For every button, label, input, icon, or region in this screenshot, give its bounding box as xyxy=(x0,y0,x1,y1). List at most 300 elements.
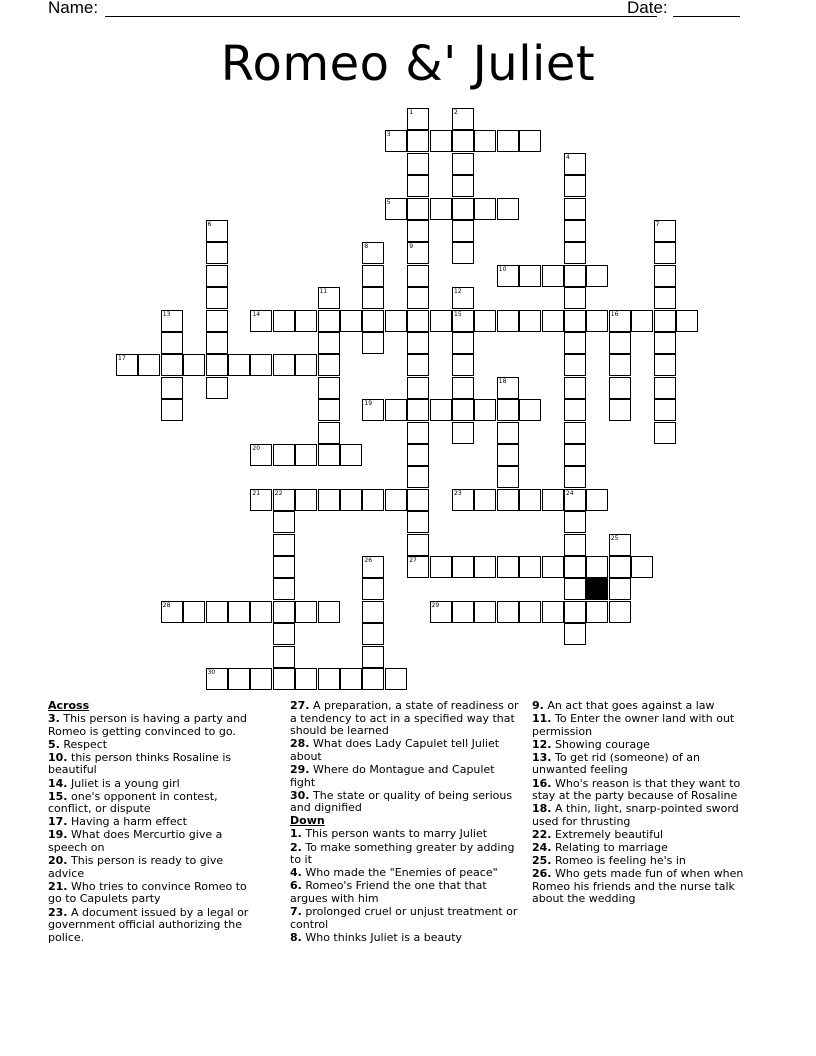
crossword-cell[interactable] xyxy=(430,198,452,220)
crossword-cell[interactable] xyxy=(407,153,429,175)
crossword-cell[interactable] xyxy=(519,556,541,578)
clue-item-number: 17. xyxy=(48,815,68,829)
crossword-cell[interactable] xyxy=(497,399,519,421)
crossword-cell[interactable] xyxy=(340,310,362,332)
crossword-cell[interactable] xyxy=(161,310,183,332)
clue-item-text: Juliet is a young girl xyxy=(71,776,180,790)
crossword-cell[interactable] xyxy=(228,668,250,690)
crossword-cell[interactable] xyxy=(564,377,586,399)
clue-number: 21 xyxy=(252,489,261,497)
crossword-cell[interactable] xyxy=(654,287,676,309)
crossword-cell[interactable] xyxy=(676,310,698,332)
crossword-cell[interactable] xyxy=(362,556,384,578)
crossword-cell[interactable] xyxy=(654,422,676,444)
crossword-cell[interactable] xyxy=(654,399,676,421)
crossword-cell[interactable] xyxy=(407,198,429,220)
crossword-cell[interactable] xyxy=(228,601,250,623)
crossword-cell[interactable] xyxy=(452,287,474,309)
crossword-cell[interactable] xyxy=(609,354,631,376)
clue-item-number: 29. xyxy=(290,762,310,776)
crossword-cell[interactable] xyxy=(497,265,519,287)
clue-item xyxy=(48,739,260,752)
clue-item-text: this person thinks Rosaline is beautiful xyxy=(48,750,232,777)
crossword-cell[interactable] xyxy=(407,399,429,421)
clue-item-text: Romeo is feeling he's in xyxy=(555,854,686,868)
crossword-cell[interactable] xyxy=(609,377,631,399)
crossword-cell[interactable] xyxy=(407,287,429,309)
crossword-cell[interactable] xyxy=(228,354,250,376)
crossword-cell[interactable] xyxy=(519,399,541,421)
clue-item-text: Who tries to convince Romeo to go to Capulets party xyxy=(48,879,247,906)
crossword-cell[interactable] xyxy=(362,668,384,690)
clue-item-number: 11. xyxy=(532,712,552,726)
crossword-cell[interactable] xyxy=(206,287,228,309)
crossword-cell[interactable] xyxy=(586,489,608,511)
crossword-cell[interactable] xyxy=(362,265,384,287)
crossword-cell[interactable] xyxy=(407,175,429,197)
crossword-cell[interactable] xyxy=(340,444,362,466)
crossword-cell[interactable] xyxy=(273,444,295,466)
crossword-cell[interactable] xyxy=(654,354,676,376)
clue-item-number: 5. xyxy=(48,737,60,751)
crossword-cell[interactable] xyxy=(452,175,474,197)
clue-number: 26 xyxy=(364,557,373,564)
crossword-cell[interactable] xyxy=(609,534,631,556)
clue-item-text: Who gets made fun of when when Romeo his friends and the nurse talk about the wedding xyxy=(532,867,744,906)
crossword-cell[interactable] xyxy=(407,242,429,264)
clue-item-number: 16. xyxy=(532,776,552,790)
clue-item-number: 14. xyxy=(48,776,68,790)
crossword-cell[interactable] xyxy=(564,310,586,332)
clue-item xyxy=(532,752,758,777)
crossword-cell[interactable] xyxy=(318,668,340,690)
clue-number: 28 xyxy=(162,601,171,609)
crossword-cell[interactable] xyxy=(116,354,138,376)
crossword-cell[interactable] xyxy=(609,332,631,354)
crossword-cell[interactable] xyxy=(654,265,676,287)
crossword-cell[interactable] xyxy=(273,556,295,578)
crossword-cell[interactable] xyxy=(161,399,183,421)
crossword-cell[interactable] xyxy=(452,108,474,130)
clue-number: 24 xyxy=(566,489,574,497)
crossword-cell[interactable] xyxy=(564,444,586,466)
crossword-cell[interactable] xyxy=(407,354,429,376)
clue-item-text: To Enter the owner land with out permission xyxy=(532,712,735,738)
clue-item-number: 27. xyxy=(290,699,310,712)
crossword-cell[interactable] xyxy=(206,354,228,376)
crossword-cell[interactable] xyxy=(564,220,586,242)
clue-number: 4 xyxy=(566,153,570,161)
crossword-cell[interactable] xyxy=(273,646,295,668)
page-title: Romeo &' Juliet xyxy=(220,36,596,92)
crossword-cell[interactable] xyxy=(161,601,183,623)
clues-column-3 xyxy=(532,700,758,907)
crossword-cell[interactable] xyxy=(474,399,496,421)
crossword-cell[interactable] xyxy=(295,601,317,623)
crossword-cell[interactable] xyxy=(430,310,452,332)
crossword-cell[interactable] xyxy=(474,310,496,332)
crossword-cell[interactable] xyxy=(654,242,676,264)
crossword-cell[interactable] xyxy=(564,175,586,197)
clue-item xyxy=(532,868,758,906)
crossword-cell[interactable] xyxy=(452,422,474,444)
clue-item xyxy=(532,855,758,868)
crossword-cell[interactable] xyxy=(452,556,474,578)
crossword-cell[interactable] xyxy=(497,422,519,444)
date-field[interactable] xyxy=(673,16,740,17)
clue-item xyxy=(290,842,520,867)
crossword-cell[interactable] xyxy=(273,489,295,511)
clue-number: 19 xyxy=(364,400,373,408)
clue-number: 30 xyxy=(207,669,216,676)
crossword-cell[interactable] xyxy=(519,601,541,623)
clue-item-text: To get rid (someone) of an unwanted feeling xyxy=(532,750,700,777)
name-field[interactable] xyxy=(105,16,657,17)
clue-item xyxy=(532,803,758,828)
crossword-cell[interactable] xyxy=(362,399,384,421)
crossword-cell[interactable] xyxy=(519,489,541,511)
crossword-cell[interactable] xyxy=(250,489,272,511)
crossword-cell[interactable] xyxy=(474,556,496,578)
crossword-cell[interactable] xyxy=(250,444,272,466)
clue-item xyxy=(532,713,758,738)
clue-number: 25 xyxy=(610,534,619,542)
crossword-cell[interactable] xyxy=(407,422,429,444)
crossword-cell[interactable] xyxy=(564,265,586,287)
clue-item-number: 30. xyxy=(290,788,310,802)
crossword-cell[interactable] xyxy=(273,623,295,645)
clue-item-number: 25. xyxy=(532,854,552,868)
clue-item xyxy=(290,738,520,763)
clue-item-text: A thin, light, snarp-pointed sword used for thrusting xyxy=(532,802,739,828)
crossword-cell[interactable] xyxy=(609,310,631,332)
crossword-cell[interactable] xyxy=(586,601,608,623)
crossword-cell[interactable] xyxy=(407,108,429,130)
clue-number: 7 xyxy=(655,221,660,228)
crossword-cell[interactable] xyxy=(474,489,496,511)
crossword-cell[interactable] xyxy=(586,556,608,578)
crossword-cell[interactable] xyxy=(497,377,519,399)
clue-number: 8 xyxy=(364,243,369,251)
crossword-cell[interactable] xyxy=(318,332,340,354)
crossword-cell[interactable] xyxy=(564,578,586,600)
clue-item-number: 26. xyxy=(532,867,552,881)
crossword-cell[interactable] xyxy=(206,265,228,287)
crossword-cell[interactable] xyxy=(385,130,407,152)
crossword-cell[interactable] xyxy=(362,489,384,511)
crossword-cell[interactable] xyxy=(474,601,496,623)
crossword-cell[interactable] xyxy=(609,399,631,421)
clue-item xyxy=(290,764,520,789)
crossword-cell[interactable] xyxy=(564,287,586,309)
crossword-cell[interactable] xyxy=(542,310,564,332)
clues-column-2 xyxy=(290,700,520,945)
clue-item-number: 18. xyxy=(532,802,552,816)
crossword-block-cell xyxy=(586,578,608,600)
crossword-cell[interactable] xyxy=(318,377,340,399)
crossword-cell[interactable] xyxy=(519,310,541,332)
crossword-cell[interactable] xyxy=(452,198,474,220)
crossword-cell[interactable] xyxy=(564,399,586,421)
clue-item-number: 8. xyxy=(290,930,302,944)
crossword-cell[interactable] xyxy=(318,422,340,444)
crossword-cell[interactable] xyxy=(362,578,384,600)
clue-item xyxy=(48,829,260,854)
clue-item xyxy=(532,700,758,713)
clue-item-number: 22. xyxy=(532,827,552,841)
crossword-cell[interactable] xyxy=(206,377,228,399)
crossword-cell[interactable] xyxy=(654,310,676,332)
clue-number: 1 xyxy=(409,109,414,116)
crossword-cell[interactable] xyxy=(564,242,586,264)
crossword-cell[interactable] xyxy=(273,668,295,690)
crossword-cell[interactable] xyxy=(273,511,295,533)
crossword-cell[interactable] xyxy=(161,332,183,354)
crossword-cell[interactable] xyxy=(385,399,407,421)
crossword-cell[interactable] xyxy=(452,310,474,332)
crossword-cell[interactable] xyxy=(273,578,295,600)
clue-item xyxy=(290,932,520,945)
crossword-cell[interactable] xyxy=(430,399,452,421)
clue-number: 3 xyxy=(386,131,391,139)
crossword-cell[interactable] xyxy=(362,646,384,668)
clue-number: 18 xyxy=(498,377,507,385)
crossword-cell[interactable] xyxy=(250,601,272,623)
clue-item xyxy=(48,752,260,777)
crossword-cell[interactable] xyxy=(318,399,340,421)
crossword-cell[interactable] xyxy=(564,601,586,623)
clue-item-number: 20. xyxy=(48,854,68,868)
crossword-cell[interactable] xyxy=(407,220,429,242)
crossword-cell[interactable] xyxy=(295,489,317,511)
crossword-cell[interactable] xyxy=(250,668,272,690)
crossword-cell[interactable] xyxy=(362,242,384,264)
clue-item-number: 19. xyxy=(48,828,68,842)
crossword-cell[interactable] xyxy=(161,354,183,376)
crossword-cell[interactable] xyxy=(452,354,474,376)
crossword-cell[interactable] xyxy=(586,310,608,332)
crossword-cell[interactable] xyxy=(295,354,317,376)
crossword-cell[interactable] xyxy=(161,377,183,399)
clue-item-text: Having a harm effect xyxy=(71,815,187,829)
crossword-cell[interactable] xyxy=(318,287,340,309)
name-label: Name: xyxy=(48,0,99,17)
crossword-cell[interactable] xyxy=(564,153,586,175)
crossword-cell[interactable] xyxy=(183,354,205,376)
crossword-cell[interactable] xyxy=(586,265,608,287)
crossword-cell[interactable] xyxy=(497,556,519,578)
crossword-cell[interactable] xyxy=(452,130,474,152)
crossword-cell[interactable] xyxy=(362,332,384,354)
crossword-cell[interactable] xyxy=(183,601,205,623)
clue-number: 11 xyxy=(319,288,328,296)
crossword-cell[interactable] xyxy=(318,601,340,623)
crossword-cell[interactable] xyxy=(609,601,631,623)
crossword-cell[interactable] xyxy=(407,332,429,354)
crossword-cell[interactable] xyxy=(385,489,407,511)
crossword-cell[interactable] xyxy=(273,601,295,623)
clue-item-text: A preparation, a state of readiness or a tendency to act in a specified way that should be learned xyxy=(290,699,519,738)
clue-item xyxy=(48,791,260,816)
crossword-cell[interactable] xyxy=(519,130,541,152)
crossword-cell[interactable] xyxy=(206,242,228,264)
crossword-cell[interactable] xyxy=(564,332,586,354)
crossword-cell[interactable] xyxy=(138,354,160,376)
clue-number: 2 xyxy=(454,109,458,116)
crossword-cell[interactable] xyxy=(452,332,474,354)
clue-item-text: Relating to marriage xyxy=(555,841,668,855)
crossword-cell[interactable] xyxy=(407,466,429,488)
clue-item-text: Respect xyxy=(63,737,108,751)
across-heading: Across xyxy=(48,699,90,712)
crossword-cell[interactable] xyxy=(206,668,228,690)
clue-number: 14 xyxy=(252,310,261,318)
clue-item-text: The state or quality of being serious and dignified xyxy=(290,788,513,815)
crossword-cell[interactable] xyxy=(430,601,452,623)
clue-item xyxy=(290,867,520,880)
clue-number: 12 xyxy=(454,288,462,296)
crossword-cell[interactable] xyxy=(273,534,295,556)
crossword-cell[interactable] xyxy=(564,422,586,444)
crossword-cell[interactable] xyxy=(273,354,295,376)
crossword-cell[interactable] xyxy=(631,556,653,578)
clue-item-text: To make something greater by adding to it xyxy=(290,840,515,867)
crossword-cell[interactable] xyxy=(654,332,676,354)
crossword-cell[interactable] xyxy=(385,310,407,332)
crossword-cell[interactable] xyxy=(497,310,519,332)
crossword-cell[interactable] xyxy=(452,153,474,175)
crossword-cell[interactable] xyxy=(564,198,586,220)
crossword-cell[interactable] xyxy=(609,556,631,578)
crossword-cell[interactable] xyxy=(564,534,586,556)
clue-item-number: 13. xyxy=(532,750,552,764)
clue-item xyxy=(532,778,758,803)
crossword-cell[interactable] xyxy=(474,198,496,220)
crossword-cell[interactable] xyxy=(542,489,564,511)
clue-item-text: This person is ready to give advice xyxy=(48,854,224,880)
crossword-cell[interactable] xyxy=(564,489,586,511)
crossword-cell[interactable] xyxy=(318,354,340,376)
date-label: Date: xyxy=(627,0,668,17)
crossword-cell[interactable] xyxy=(497,198,519,220)
crossword-cell[interactable] xyxy=(273,310,295,332)
crossword-cell[interactable] xyxy=(542,265,564,287)
crossword-cell[interactable] xyxy=(206,332,228,354)
crossword-cell[interactable] xyxy=(452,377,474,399)
crossword-cell[interactable] xyxy=(206,310,228,332)
crossword-cell[interactable] xyxy=(430,556,452,578)
clue-number: 29 xyxy=(431,601,440,609)
clue-item xyxy=(290,880,520,905)
crossword-cell[interactable] xyxy=(564,623,586,645)
crossword-cell[interactable] xyxy=(519,265,541,287)
clue-item-number: 23. xyxy=(48,905,68,919)
crossword-cell[interactable] xyxy=(318,444,340,466)
clue-item-number: 7. xyxy=(290,905,302,918)
crossword-cell[interactable] xyxy=(385,198,407,220)
crossword-cell[interactable] xyxy=(564,511,586,533)
crossword-cell[interactable] xyxy=(250,354,272,376)
crossword-cell[interactable] xyxy=(474,130,496,152)
crossword-cell[interactable] xyxy=(452,220,474,242)
crossword-cell[interactable] xyxy=(497,489,519,511)
crossword-cell[interactable] xyxy=(497,130,519,152)
clue-item-number: 12. xyxy=(532,737,552,751)
clue-item-text: This person is having a party and Romeo is getting convinced to go. xyxy=(48,712,248,738)
crossword-cell[interactable] xyxy=(340,489,362,511)
crossword-cell[interactable] xyxy=(542,601,564,623)
crossword-cell[interactable] xyxy=(362,601,384,623)
crossword-cell[interactable] xyxy=(564,466,586,488)
clue-item-number: 9. xyxy=(532,699,544,712)
crossword-cell[interactable] xyxy=(407,489,429,511)
crossword-cell[interactable] xyxy=(295,444,317,466)
crossword-cell[interactable] xyxy=(362,287,384,309)
crossword-cell[interactable] xyxy=(295,310,317,332)
clue-number: 13 xyxy=(162,310,171,318)
crossword-cell[interactable] xyxy=(497,466,519,488)
crossword-cell[interactable] xyxy=(340,668,362,690)
crossword-cell[interactable] xyxy=(407,265,429,287)
crossword-cell[interactable] xyxy=(497,601,519,623)
crossword-cell[interactable] xyxy=(564,556,586,578)
clues-column-1 xyxy=(48,700,260,945)
crossword-cell[interactable] xyxy=(407,310,429,332)
crossword-cell[interactable] xyxy=(609,578,631,600)
crossword-cell[interactable] xyxy=(407,534,429,556)
crossword-cell[interactable] xyxy=(250,310,272,332)
crossword-cell[interactable] xyxy=(430,130,452,152)
crossword-cell[interactable] xyxy=(362,623,384,645)
crossword-cell[interactable] xyxy=(631,310,653,332)
crossword-cell[interactable] xyxy=(497,444,519,466)
clue-item xyxy=(532,739,758,752)
clue-item xyxy=(532,829,758,842)
crossword-cell[interactable] xyxy=(452,242,474,264)
crossword-cell[interactable] xyxy=(318,310,340,332)
crossword-cell[interactable] xyxy=(452,601,474,623)
crossword-cell[interactable] xyxy=(452,399,474,421)
clue-item-number: 2. xyxy=(290,840,302,854)
clue-item-number: 6. xyxy=(290,879,302,893)
crossword-cell[interactable] xyxy=(362,310,384,332)
crossword-cell[interactable] xyxy=(295,668,317,690)
crossword-cell[interactable] xyxy=(206,220,228,242)
clue-number: 9 xyxy=(409,243,414,251)
clue-item xyxy=(290,790,520,815)
clue-item xyxy=(48,907,260,945)
crossword-cell[interactable] xyxy=(542,556,564,578)
crossword-cell[interactable] xyxy=(654,377,676,399)
crossword-cell[interactable] xyxy=(385,668,407,690)
crossword-cell[interactable] xyxy=(407,444,429,466)
crossword-cell[interactable] xyxy=(407,130,429,152)
crossword-cell[interactable] xyxy=(318,489,340,511)
clue-item xyxy=(290,906,520,931)
crossword-cell[interactable] xyxy=(654,220,676,242)
clue-item-number: 4. xyxy=(290,866,302,880)
crossword-cell[interactable] xyxy=(407,556,429,578)
crossword-cell[interactable] xyxy=(407,511,429,533)
clue-number: 17 xyxy=(118,355,126,363)
crossword-cell[interactable] xyxy=(206,601,228,623)
crossword-cell[interactable] xyxy=(564,354,586,376)
crossword-cell[interactable] xyxy=(452,489,474,511)
crossword-cell[interactable] xyxy=(407,377,429,399)
clue-item xyxy=(48,881,260,906)
clue-item-number: 15. xyxy=(48,789,68,803)
crossword-grid xyxy=(116,108,700,696)
